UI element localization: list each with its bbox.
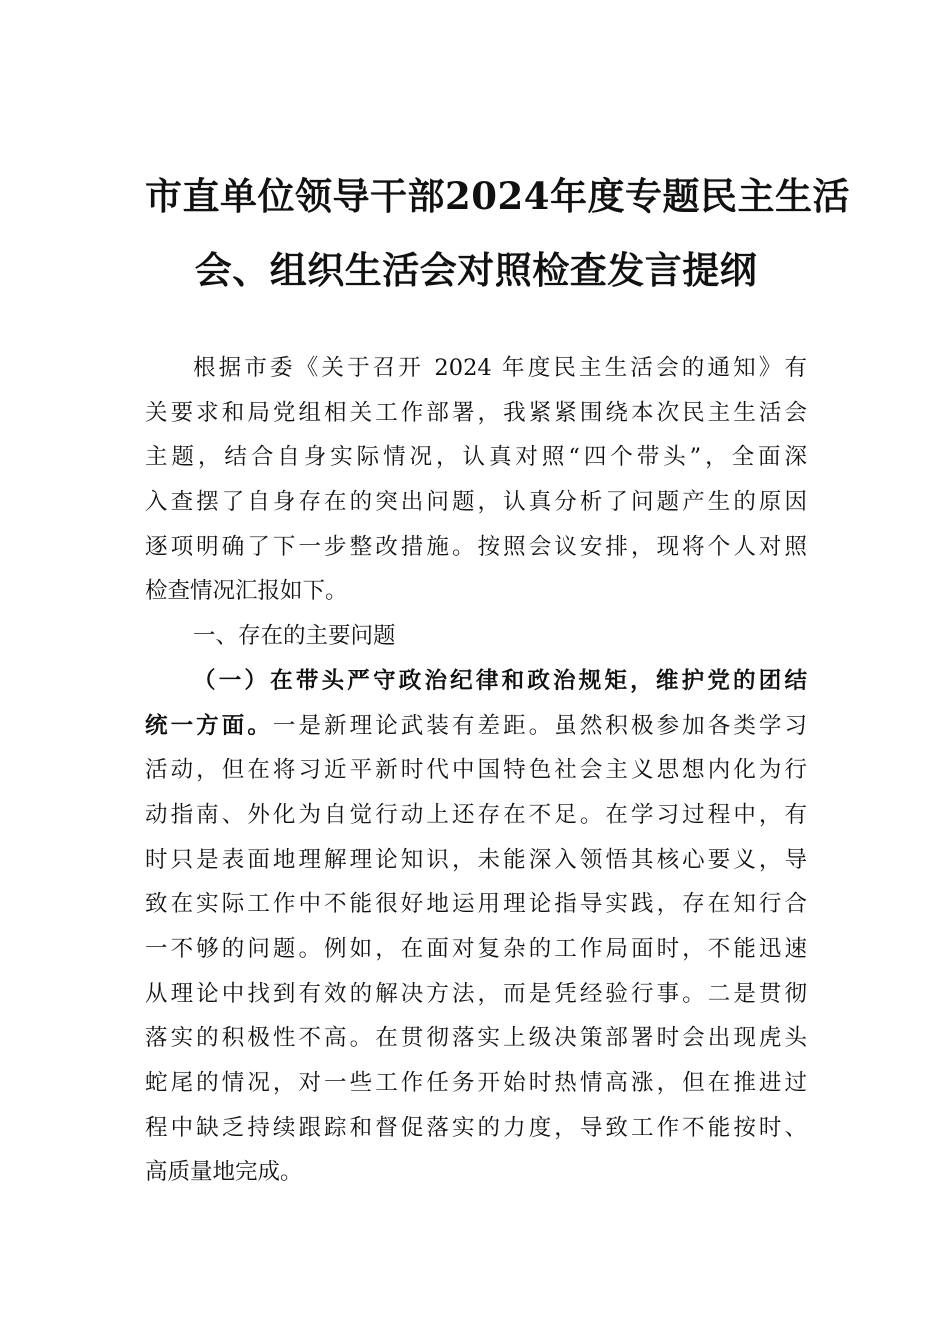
subsection-heading-end: 统一方面。 — [145, 712, 273, 739]
intro-line: 关要求和局党组相关工作部署，我紧紧围绕本次民主生活会 — [145, 399, 807, 426]
body-line: 动指南、外化为自觉行动上还存在不足。在学习过程中，有 — [145, 801, 807, 828]
intro-line: 根据市委《关于召开 2024 年度民主生活会的通知》有 — [193, 355, 807, 381]
body-line: 程中缺乏持续跟踪和督促落实的力度，导致工作不能按时、 — [145, 1114, 807, 1141]
title-line-2: 会、组织生活会对照检查发言提纲 — [194, 248, 758, 292]
body-line: 蛇尾的情况，对一些工作任务开始时热情高涨，但在推进过 — [145, 1070, 807, 1096]
body-line: 致在实际工作中不能很好地运用理论指导实践，存在知行合 — [145, 891, 807, 918]
subsection-text: 一是新理论武装有差距。虽然积极参加各类学习 — [272, 712, 807, 739]
body-line: 一不够的问题。例如，在面对复杂的工作局面时，不能迅速 — [145, 935, 807, 962]
section-heading: 一、存在的主要问题 — [193, 623, 396, 650]
body-line: 落实的积极性不高。在贯彻落实上级决策部署时会出现虎头 — [145, 1025, 807, 1052]
intro-line: 入查摆了自身存在的突出问题，认真分析了问题产生的原因 — [145, 489, 807, 516]
subsection-heading-line: （一）在带头严守政治纪律和政治规矩，维护党的团结 — [193, 667, 807, 694]
document-title — [145, 159, 850, 307]
body-line: 时只是表面地理解理论知识，未能深入领悟其核心要义，导 — [145, 846, 807, 873]
body-line: 高质量地完成。 — [145, 1159, 303, 1186]
document-body — [145, 346, 807, 1195]
intro-line: 逐项明确了下一步整改措施。按照会议安排，现将个人对照 — [145, 533, 807, 560]
body-line: 活动，但在将习近平新时代中国特色社会主义思想内化为行 — [145, 757, 807, 784]
body-line: 从理论中找到有效的解决方法，而是凭经验行事。二是贯彻 — [145, 980, 807, 1007]
intro-line: 主题，结合自身实际情况，认真对照“四个带头”，全面深 — [145, 444, 807, 471]
intro-line: 检查情况汇报如下。 — [145, 578, 348, 605]
title-line-1: 市直单位领导干部2024年度专题民主生活 — [145, 174, 850, 218]
subsection-line — [145, 704, 807, 749]
